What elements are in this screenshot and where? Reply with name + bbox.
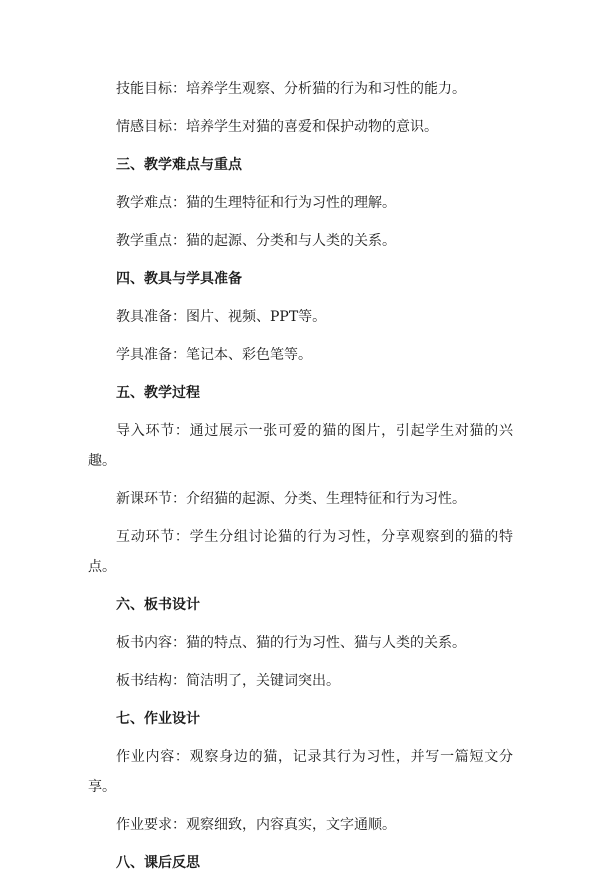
paragraph-board-structure: 板书结构：简洁明了，关键词突出。: [116, 673, 340, 689]
paragraph-key-point: 教学重点：猫的起源、分类和与人类的关系。: [116, 233, 396, 249]
paragraph-intro-step: 导入环节：通过展示一张可爱的猫的图片，引起学生对猫的兴趣。: [88, 423, 513, 469]
paragraph-student-materials: 学具准备：笔记本、彩色笔等。: [116, 347, 312, 363]
section-heading-board-design: 六、板书设计: [116, 597, 200, 613]
paragraph-new-lesson-step: 新课环节：介绍猫的起源、分类、生理特征和行为习性。: [116, 491, 466, 507]
section-heading-process: 五、教学过程: [116, 385, 200, 401]
paragraph-skill-goal: 技能目标：培养学生观察、分析猫的行为和习性的能力。: [116, 81, 466, 97]
section-heading-materials: 四、教具与学具准备: [116, 271, 242, 287]
section-heading-difficulties: 三、教学难点与重点: [116, 157, 242, 173]
paragraph-board-content: 板书内容：猫的特点、猫的行为习性、猫与人类的关系。: [116, 635, 466, 651]
paragraph-difficulty: 教学难点：猫的生理特征和行为习性的理解。: [116, 195, 396, 211]
paragraph-teacher-materials: 教具准备：图片、视频、PPT等。: [116, 309, 327, 325]
paragraph-homework-content: 作业内容：观察身边的猫，记录其行为习性，并写一篇短文分享。: [88, 749, 513, 795]
section-heading-reflection: 八、课后反思: [116, 855, 200, 871]
paragraph-interaction-step: 互动环节：学生分组讨论猫的行为习性，分享观察到的猫的特点。: [88, 529, 513, 575]
document-body: [88, 74, 513, 886]
paragraph-homework-requirement: 作业要求：观察细致，内容真实，文字通顺。: [116, 817, 396, 833]
section-heading-homework: 七、作业设计: [116, 711, 200, 727]
paragraph-emotion-goal: 情感目标：培养学生对猫的喜爱和保护动物的意识。: [116, 119, 438, 135]
